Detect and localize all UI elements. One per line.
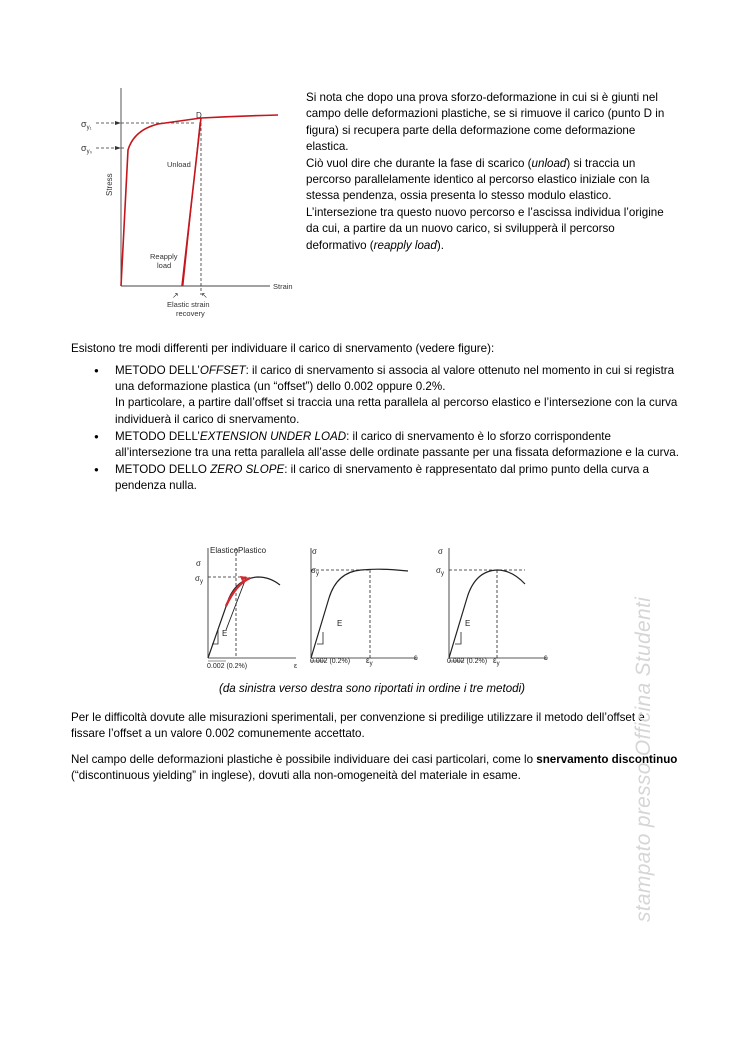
method-offset: ● METODO DELL’OFFSET: il carico di snervamento si associa al valore ottenuto nel momento in cui si registra una deformazione plastica (un “offset”) dello 0.002 oppure 0.2%. In particolare, a partire dall’offset si traccia una retta parallela al percorso elastico e l’intersezione con la curva individuerà il carico di snervamento.: [94, 363, 684, 428]
svg-text:σ: σ: [438, 547, 443, 556]
svg-text:E: E: [222, 629, 228, 638]
discontinuous-yielding-paragraph: Nel campo delle deformazioni plastiche è possibile individuare dei casi particolari, come lo snervamento discontinuo (“discontinuous yielding” in inglese), dovuti alla non-omogeneità del materiale in esame.: [71, 753, 678, 783]
strain-axis-label: Strain: [273, 282, 293, 291]
svg-text:E: E: [465, 619, 471, 628]
methods-list: [94, 363, 684, 496]
sigma-y0-label: $\sigma_{y_0}$: [81, 143, 93, 155]
reapply-line: [183, 122, 200, 286]
svg-text:εy: $\varepsilon_y$: [493, 656, 500, 667]
recovery-arrow-right: ↖: [201, 291, 208, 300]
svg-text:E: E: [337, 619, 343, 628]
svg-text:ε: ε: [294, 663, 298, 670]
unload-label: Unload: [167, 160, 191, 169]
extension-under-load-figure: [310, 547, 418, 667]
svg-text:εy: $\varepsilon_y$: [366, 656, 373, 667]
elastico-label: Elastico: [210, 546, 239, 555]
reapply-label-line2: load: [157, 261, 172, 270]
figures-caption: (da sinistra verso destra sono riportati in ordine i tre metodi): [218, 682, 526, 695]
svg-text:σy: $\sigma_y$: [311, 566, 319, 577]
sigma-y1-label: $\sigma_{y_1}$: [81, 119, 92, 131]
watermark: stampato presso Officina Studenti: [632, 596, 655, 922]
stress-axis-label: Stress: [105, 173, 114, 196]
elastic-recovery-label-line2: recovery: [176, 309, 205, 318]
point-d-label: D: [196, 111, 202, 120]
svg-text:ε: ε: [414, 653, 418, 662]
svg-text:0.002 (0.2%): 0.002 (0.2%): [447, 658, 488, 665]
svg-text:0.002 (0.2%): 0.002 (0.2%): [310, 658, 351, 665]
snervamento-discontinuo-term: snervamento discontinuo: [536, 753, 678, 766]
offset-intersection-highlight: [226, 578, 250, 606]
svg-text:σy: $\sigma_y$: [195, 574, 203, 585]
methods-intro: Esistono tre modi differenti per individuare il carico di snervamento (vedere figure):: [71, 342, 495, 355]
method-zero-slope: ● METODO DELLO ZERO SLOPE: il carico di snervamento è rappresentato dal primo punto della curva a pendenza nulla.: [94, 462, 684, 494]
intro-line-1: Si nota che dopo una prova sforzo-deformazione in cui si è giunti nel campo delle deformazioni plastiche, se si rimuove il carico (punto D in figura) si recupera parte della deformazione come deformazione elastica.: [306, 91, 665, 154]
loading-curve: [121, 115, 278, 286]
plastico-label: Plastico: [238, 546, 267, 555]
offset-convention-paragraph: Per le difficoltà dovute alle misurazioni sperimentali, per convenzione si predilige utilizzare il metodo dell’offset e fissare l’offset a un valore 0.002 comunemente accettato.: [71, 711, 645, 741]
method-offset-extra: In particolare, a partire dall’offset si traccia una retta parallela al percorso elastico e l’intersezione con la curva individuerà il carico di snervamento.: [115, 396, 678, 426]
svg-text:0.002 (0.2%): 0.002 (0.2%): [207, 663, 248, 670]
elastic-recovery-label-line1: Elastic strain: [167, 300, 210, 309]
zero-slope-figure: [436, 547, 548, 667]
svg-text:σ: σ: [312, 547, 317, 556]
sigma-y0-arrow: [115, 146, 121, 150]
intro-line-2: Ciò vuol dire che durante la fase di scarico (unload) si traccia un percorso parallelamente identico al percorso elastico iniziale con la stessa pendenza, ossia presenta lo stesso modulo elastico.: [306, 156, 650, 203]
svg-text:σy: $\sigma_y$: [436, 566, 444, 577]
svg-text:σ: σ: [196, 559, 201, 568]
method-extension-under-load: ● METODO DELL’EXTENSION UNDER LOAD: il carico di snervamento è lo sforzo corrispondente all’intersezione tra una retta parallela all’asse delle ordinate passante per una fissata deformazione e la curva.: [94, 429, 684, 461]
intro-line-3: L’intersezione tra questo nuovo percorso e l’ascissa individua l’origine da cui, a partire da un nuovo carico, si svilupperà il percorso deformativo (reapply load).: [306, 205, 664, 252]
intro-paragraph: [306, 90, 676, 254]
reapply-label-line1: Reapply: [150, 252, 178, 261]
sigma-y1-arrow: [115, 121, 121, 125]
svg-text:ε: ε: [544, 653, 548, 662]
offset-method-figure: [195, 546, 297, 670]
recovery-arrow-left: ↗: [172, 291, 179, 300]
